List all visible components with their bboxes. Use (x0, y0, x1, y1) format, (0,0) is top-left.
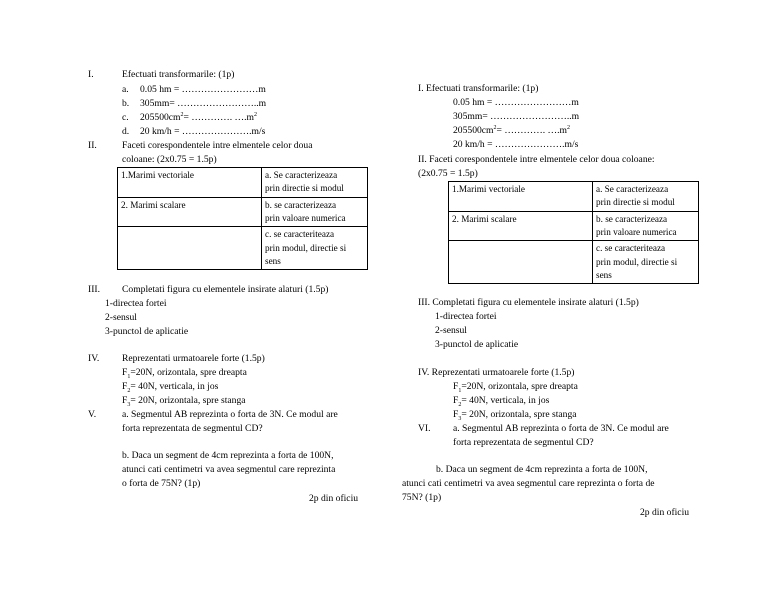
conversion-item: 20 km/h = ………………….m/s (140, 126, 266, 137)
section-title: Completati figura cu elementele insirate alaturi (1.5p) (122, 284, 329, 295)
section-title: Faceti corespondentele intre elmentele celor doua (122, 140, 313, 151)
force-item: $F_2= 40N$, verticala, in jos (122, 381, 219, 394)
section-title: Reprezentati urmatoarele forte (1.5p) (122, 353, 265, 364)
table-cell (118, 227, 262, 270)
item-letter: a. (122, 84, 129, 95)
table-cell: c. se caracteriteaza prin modul, directie si sens (262, 227, 368, 270)
list-item: 1-directea fortei (435, 311, 497, 322)
section-number: II. (88, 140, 97, 151)
section-title-cont: (2x0.75 = 1.5p) (418, 168, 478, 179)
item-letter: c. (122, 112, 129, 123)
question-text: forta reprezentata de segmentul CD? (122, 423, 263, 434)
question-text: atunci cati centimetri va avea segmentul care reprezinta o forta de (402, 478, 655, 489)
section-title: IV. Reprezentati urmatoarele forte (1.5p) (418, 367, 575, 378)
list-item: 3-punctol de aplicatie (105, 326, 189, 337)
question-text: a. Segmentul AB reprezinta o forta de 3N. Ce modul are (122, 409, 338, 420)
section-title: I. Efectuati transformarile: (1p) (418, 83, 539, 94)
table-row (449, 241, 699, 284)
table-cell: 2. Marimi scalare (118, 197, 262, 227)
table-cell: 1.Marimi vectoriale (118, 168, 262, 198)
conversion-item: 305mm= ……………………..m (140, 98, 267, 109)
item-letter: d. (122, 126, 130, 137)
matching-table (448, 181, 699, 284)
conversion-item: $205500cm^2=$ …………. $\dots.m^2$ (140, 111, 257, 123)
question-text: o forta de 75N? (1p) (122, 478, 201, 489)
force-item: $F_2= 40N$, verticala, in jos (453, 395, 550, 408)
conversion-item: 305mm= ……………………..m (453, 111, 580, 122)
section-number: IV. (88, 353, 100, 364)
question-text: a. Segmentul AB reprezinta o forta de 3N. Ce modul are (453, 423, 669, 434)
question-text: 75N? (1p) (402, 492, 442, 503)
section-title: III. Completati figura cu elementele insirate alaturi (1.5p) (418, 297, 639, 308)
table-row (449, 182, 699, 212)
table-cell: 1.Marimi vectoriale (449, 182, 593, 212)
force-item: $F_1=20N$, orizontala, spre dreapta (453, 381, 578, 394)
section-number: III. (88, 284, 100, 295)
conversion-item: 0.05 hm = ……………………m (140, 84, 266, 95)
force-item: $F_3= 20N$, orizontala, spre stanga (453, 409, 577, 422)
question-text: atunci cati centimetri va avea segmentul care reprezinta (122, 464, 336, 475)
question-text: forta reprezentata de segmentul CD? (453, 437, 594, 448)
table-row (118, 168, 368, 198)
oficiu-note: 2p din oficiu (640, 507, 690, 518)
table-cell: a. Se caracterizeaza prin directie si modul (262, 168, 368, 198)
force-item: $F_1=20N$, orizontala, spre dreapta (122, 367, 247, 380)
table-row (118, 227, 368, 270)
section-number: I. (88, 69, 94, 80)
matching-table (117, 167, 368, 270)
table-row (449, 211, 699, 241)
force-item: $F_3= 20N$, orizontala, spre stanga (122, 395, 246, 408)
section-title-cont: coloane: (2x0.75 = 1.5p) (122, 154, 217, 165)
section-number: V. (88, 409, 97, 420)
conversion-item: 20 km/h = ………………….m/s (453, 139, 579, 150)
section-number: VI. (418, 423, 431, 434)
list-item: 3-punctol de aplicatie (435, 339, 519, 350)
oficiu-note: 2p din oficiu (309, 493, 359, 504)
section-title: II. Faceti corespondentele intre elmentele celor doua coloane: (418, 154, 655, 165)
section-title: Efectuati transformarile: (1p) (122, 69, 235, 80)
item-letter: b. (122, 98, 130, 109)
table-cell: b. se caracterizeaza prin valoare numerica (593, 211, 699, 241)
list-item: 2-sensul (105, 312, 137, 323)
table-cell: c. se caracteriteaza prin modul, directie si sens (593, 241, 699, 284)
table-row (118, 197, 368, 227)
question-text: b. Daca un segment de 4cm reprezinta a forta de 100N, (122, 450, 334, 461)
table-cell: 2. Marimi scalare (449, 211, 593, 241)
question-text: b. Daca un segment de 4cm reprezinta a forta de 100N, (436, 464, 648, 475)
conversion-item: $205500cm^2=$ …………. $\dots.m^2$ (453, 124, 570, 136)
conversion-item: 0.05 hm = ……………………m (453, 97, 579, 108)
table-cell: a. Se caracterizeaza prin directie si modul (593, 182, 699, 212)
table-cell (449, 241, 593, 284)
table-cell: b. se caracterizeaza prin valoare numerica (262, 197, 368, 227)
list-item: 1-directea fortei (105, 298, 167, 309)
list-item: 2-sensul (435, 325, 467, 336)
